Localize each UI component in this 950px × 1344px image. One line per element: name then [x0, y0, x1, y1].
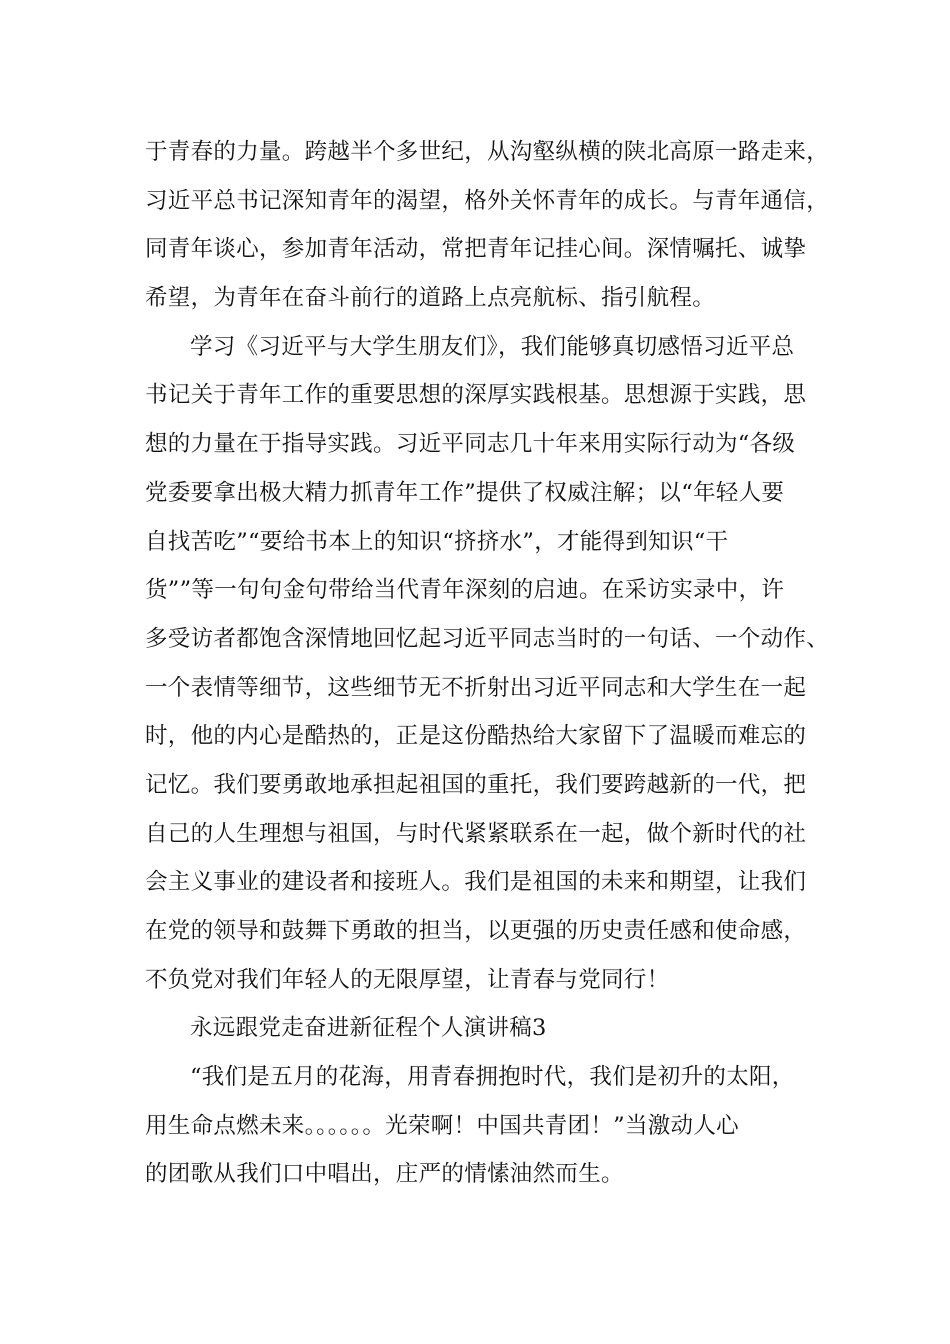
- paragraph-start-line: “我们是五月的花海，用青春拥抱时代，我们是初升的太阳，: [190, 1064, 795, 1091]
- text-line: 时，他的内心是酷热的，正是这份酷热给大家留下了温暖而难忘的: [145, 723, 807, 750]
- text-line: 习近平总书记深知青年的渴望，格外关怀青年的成长。与青年通信，: [145, 187, 830, 214]
- text-line: 记忆。我们要勇敢地承担起祖国的重托，我们要跨越新的一代，把: [145, 771, 807, 798]
- text-line: 自找苦吃”“要给书本上的知识“挤挤水”，才能得到知识“干: [145, 528, 729, 555]
- text-line: 自己的人生理想与祖国，与时代紧紧联系在一起，做个新时代的社: [145, 820, 807, 847]
- section-heading: 永远跟党走奋进新征程个人演讲稿3: [190, 1015, 547, 1042]
- text-line: 于青春的力量。跨越半个多世纪，从沟壑纵横的陕北高原一路走来，: [145, 139, 830, 165]
- text-line: 同青年谈心，参加青年活动，常把青年记挂心间。深情嘱托、诚挚: [145, 236, 807, 263]
- text-line: 一个表情等细节，这些细节无不折射出习近平同志和大学生在一起: [145, 674, 807, 701]
- text-line: 党委要拿出极大精力抓青年工作”提供了权威注解；以“年轻人要: [145, 479, 785, 506]
- text-line: 用生命点燃未来。。。。。。光荣啊！中国共青团！”当激动人心: [145, 1112, 739, 1139]
- text-line: 书记关于青年工作的重要思想的深厚实践根基。思想源于实践，思: [145, 382, 807, 409]
- text-line: 会主义事业的建设者和接班人。我们是祖国的未来和期望，让我们: [145, 869, 807, 896]
- text-line: 多受访者都饱含深情地回忆起习近平同志当时的一句话、一个动作、: [145, 625, 830, 652]
- text-line: 不负党对我们年轻人的无限厚望，让青春与党同行！: [145, 966, 670, 993]
- document-page: [145, 128, 830, 1199]
- text-line: 在党的领导和鼓舞下勇敢的担当，以更强的历史责任感和使命感，: [145, 918, 807, 944]
- text-line: 的团歌从我们口中唱出，庄严的情愫油然而生。: [145, 1161, 624, 1188]
- text-line: 想的力量在于指导实践。习近平同志几十年来用实际行动为“各级: [145, 431, 796, 458]
- text-line: 希望，为青年在奋斗前行的道路上点亮航标、指引航程。: [145, 285, 716, 312]
- paragraph-start-line: 学习《习近平与大学生朋友们》，我们能够真切感悟习近平总: [190, 333, 795, 360]
- text-line: 货””等一句句金句带给当代青年深刻的启迪。在采访实录中，许: [145, 577, 785, 604]
